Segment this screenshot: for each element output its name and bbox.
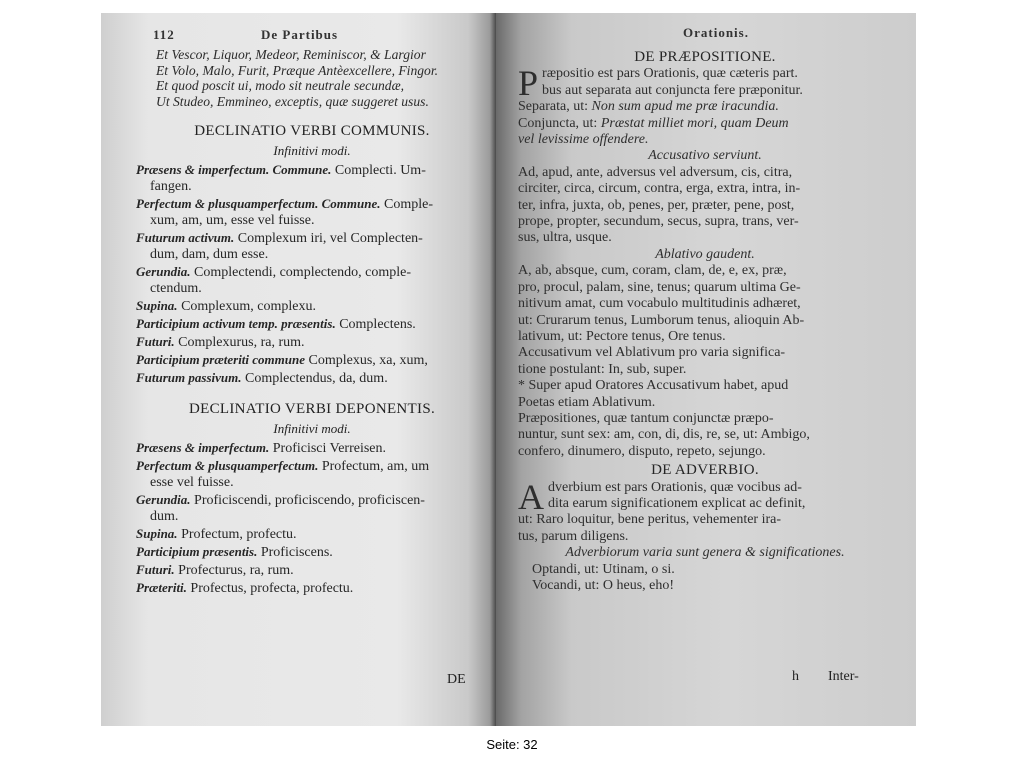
entry-label: Futurum passivum.: [136, 370, 242, 385]
entry-label: Futuri.: [136, 334, 175, 349]
verse-line: Et quod poscit ui, modo sit neutrale secundæ,: [156, 78, 405, 93]
entry-continuation: fangen.: [150, 179, 192, 194]
conjugation-entry: [136, 352, 488, 369]
entry-label: Perfectum & plusquamperfectum. Commune.: [136, 196, 381, 211]
right-header: [518, 25, 892, 47]
text-line: * Super apud Oratores Accusativum habet, apud: [518, 378, 789, 394]
conjugation-entry: [136, 580, 488, 597]
text-line: [518, 99, 892, 115]
right-text: [518, 49, 892, 594]
entry-text: Proficiscens.: [260, 545, 333, 560]
entry-text: Complexum iri, vel Complecten-: [237, 231, 423, 246]
conjugation-entry: [136, 458, 488, 491]
text-line: vel levissime offendere.: [518, 132, 649, 148]
entry-label: Futuri.: [136, 562, 175, 577]
entry-text: Complexus, xa, xum,: [308, 353, 428, 368]
entry-label: Perfectum & plusquamperfectum.: [136, 458, 319, 473]
verse-line: Et Vescor, Liquor, Medeor, Reminiscor, & Largior: [156, 47, 426, 62]
book-spread: [101, 13, 916, 726]
catchword: Inter-: [828, 669, 859, 684]
example-text: Non sum apud me præ iracundia.: [591, 99, 779, 115]
text-line: [518, 116, 892, 132]
entry-label: Supina.: [136, 298, 178, 313]
conjugation-entry: [136, 230, 488, 263]
example-label: Separata, ut:: [518, 99, 588, 115]
page-number: 112: [153, 27, 175, 42]
example-text: Præstat milliet mori, quam Deum: [600, 115, 789, 131]
left-header: [136, 25, 488, 47]
text-line: circiter, circa, circum, contra, erga, extra, intra, in-: [518, 181, 801, 197]
subheading-ablativo: Ablativo gaudent.: [655, 246, 755, 262]
text-line: ut: Crurarum tenus, Lumborum tenus, alioquin Ab-: [518, 312, 805, 328]
entry-text: Profectus, profecta, profectu.: [190, 581, 354, 596]
drop-cap: P: [518, 63, 539, 104]
deponentis-entries: [136, 440, 488, 597]
left-page: [101, 13, 496, 726]
entry-text: Profecturus, ra, rum.: [178, 563, 294, 578]
conjugation-entry: [136, 316, 488, 333]
section-subtitle: Infinitivi modi.: [273, 143, 351, 158]
entry-label: Participium præteriti commune: [136, 352, 306, 367]
entry-label: Præsens & imperfectum.: [136, 440, 270, 455]
verse-line: Et Volo, Malo, Furit, Præque Antèexcellere, Fingor.: [156, 62, 439, 78]
entry-text: Complexum, complexu.: [181, 299, 316, 314]
entry-text: Proficiscendi, proficiscendo, proficiscen-: [194, 493, 425, 508]
conjugation-entry: [136, 334, 488, 351]
text-line: Vocandi, ut: O heus, eho!: [532, 578, 675, 593]
running-head: Orationis.: [683, 25, 749, 40]
entry-text: Complecti. Um-: [334, 163, 426, 178]
conjugation-entry: [136, 162, 488, 195]
entry-text: Complexurus, ra, rum.: [178, 335, 305, 350]
text-line: dita earum significationem explicat ac definit,: [548, 495, 806, 511]
text-line: tus, parum diligens.: [518, 528, 629, 544]
text-line: A, ab, absque, cum, coram, clam, de, e, ex, præ,: [518, 263, 787, 279]
paragraph: [518, 476, 892, 517]
entry-continuation: ctendum.: [150, 281, 202, 296]
text-line: confero, dinumero, disputo, repeto, sejungo.: [518, 443, 766, 459]
text-line: Poetas etiam Ablativum.: [518, 394, 656, 410]
text-line: ræpositio est pars Orationis, quæ cæteris part.: [542, 66, 798, 82]
entry-continuation: xum, am, um, esse vel fuisse.: [150, 213, 315, 228]
text-line: Ad, apud, ante, adversus vel adversum, cis, citra,: [518, 164, 793, 180]
conjugation-entry: [136, 196, 488, 229]
page-label: Seite: 32: [486, 737, 538, 752]
conjugation-entry: [136, 492, 488, 525]
conjugation-entry: [136, 544, 488, 561]
subheading-accusativo: Accusativo serviunt.: [648, 148, 762, 164]
entry-label: Futurum activum.: [136, 230, 235, 245]
conjugation-entry: [136, 298, 488, 315]
text-line: Accusativum vel Ablativum pro varia significa-: [518, 345, 786, 361]
text-line: prope, propter, secundum, secus, supra, trans, ver-: [518, 214, 799, 230]
entry-text: Profectum, profectu.: [181, 527, 297, 542]
entry-label: Præsens & imperfectum. Commune.: [136, 162, 332, 177]
right-page: [496, 13, 916, 726]
communis-entries: [136, 162, 488, 387]
entry-label: Præteriti.: [136, 580, 187, 595]
text-line: Præpositiones, quæ tantum conjunctæ præpo-: [518, 410, 774, 426]
entry-text: Profectum, am, um: [321, 459, 430, 474]
paragraph: [518, 63, 892, 104]
text-line: nitivum amat, cum vocabulo multitudinis adhæret,: [518, 296, 801, 312]
entry-label: Supina.: [136, 526, 178, 541]
text-line: sus, ultra, usque.: [518, 230, 612, 246]
text-line: ut: Raro loquitur, bene peritus, vehementer ira-: [518, 512, 782, 528]
entry-label: Participium activum temp. præsentis.: [136, 316, 336, 331]
conjugation-entry: [136, 440, 488, 457]
entry-text: Complectendus, da, dum.: [245, 371, 388, 386]
verse-block: [156, 47, 488, 109]
text-line: lativum, ut: Pectore tenus, Ore tenus.: [518, 328, 726, 344]
entry-continuation: dum, dam, dum esse.: [150, 247, 269, 262]
verse-line: Ut Studeo, Emmineo, exceptis, quæ suggeret usus.: [156, 93, 429, 109]
section-title-communis: DECLINATIO VERBI COMMUNIS.: [194, 123, 430, 139]
entry-continuation: esse vel fuisse.: [150, 475, 234, 490]
entry-label: Gerundia.: [136, 264, 191, 279]
text-line: ter, infra, juxta, ob, penes, per, præter, pene, post,: [518, 197, 795, 213]
text-line: bus aut separata aut conjuncta fere præponitur.: [542, 82, 803, 98]
text-line: Optandi, ut: Utinam, o si.: [532, 561, 675, 577]
entry-label: Participium præsentis.: [136, 544, 258, 559]
example-label: Conjuncta, ut:: [518, 115, 598, 131]
subheading-adverbiorum: Adverbiorum varia sunt genera & significationes.: [565, 545, 845, 561]
entry-text: Proficisci Verreisen.: [272, 441, 387, 456]
section-title-deponentis: DECLINATIO VERBI DEPONENTIS.: [188, 401, 436, 417]
heading-praepositione: DE PRÆPOSITIONE.: [634, 49, 776, 65]
text-line: tione postulant: In, sub, super.: [518, 361, 687, 377]
drop-cap: A: [518, 476, 544, 517]
signature-mark: h: [792, 669, 799, 684]
text-line: dverbium est pars Orationis, quæ vocibus ad-: [548, 479, 802, 495]
catchword: DE: [447, 672, 466, 687]
heading-adverbio: DE ADVERBIO.: [651, 462, 759, 479]
section-subtitle: Infinitivi modi.: [273, 421, 351, 436]
text-line: pro, procul, palam, sine, tenus; quarum ultima Ge-: [518, 279, 801, 295]
conjugation-entry: [136, 370, 488, 387]
text-line: nuntur, sunt sex: am, con, di, dis, re, se, ut: Ambigo,: [518, 427, 810, 443]
conjugation-entry: [136, 562, 488, 579]
entry-text: Complectens.: [339, 317, 416, 332]
entry-text: Comple-: [383, 197, 433, 212]
entry-text: Complectendi, complectendo, comple-: [194, 265, 411, 280]
entry-label: Gerundia.: [136, 492, 191, 507]
conjugation-entry: [136, 264, 488, 297]
conjugation-entry: [136, 526, 488, 543]
entry-continuation: dum.: [150, 509, 179, 524]
running-head: De Partibus: [261, 27, 339, 42]
